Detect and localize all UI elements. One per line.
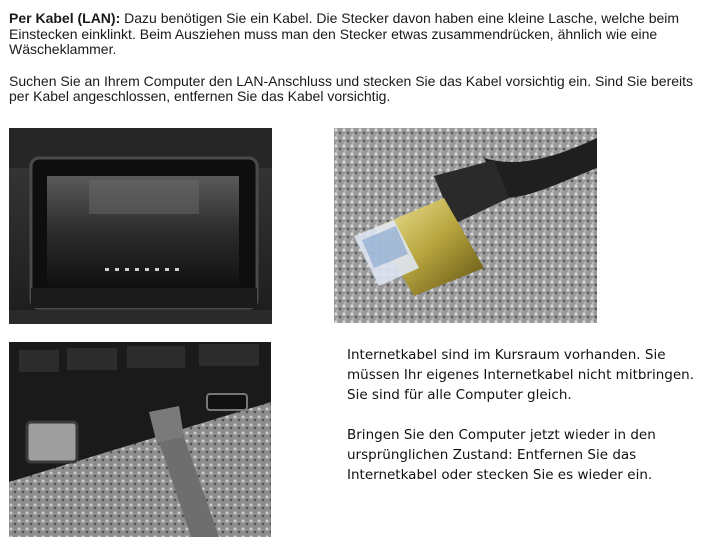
lan-cable-plug-photo: [334, 128, 597, 323]
intro-text: [9, 11, 709, 105]
intro-heading: Per Kabel (LAN):: [9, 10, 121, 26]
laptop-cable-photo: [9, 342, 271, 537]
lan-port-photo: [9, 128, 272, 324]
intro-paragraph-1: [9, 11, 709, 58]
intro-paragraph-2: Suchen Sie an Ihrem Computer den LAN-Anschluss und stecken Sie das Kabel vorsichtig ein. Sind Sie bereits per Kabel angeschlossen, entfernen Sie das Kabel vorsichtig.: [9, 72, 694, 104]
notes-paragraph-2: Bringen Sie den Computer jetzt wieder in den ursprünglichen Zustand: Entfernen Sie das Internetkabel oder stecken Sie es wieder ein.: [347, 427, 656, 483]
notes-text: [347, 345, 707, 485]
notes-paragraph-1: Internetkabel sind im Kursraum vorhanden. Sie müssen Ihr eigenes Internetkabel nicht mitbringen. Sie sind für alle Computer gleich.: [347, 347, 695, 403]
intro-paragraph-1-text: Dazu benötigen Sie ein Kabel. Die Stecker davon haben eine kleine Lasche, welche beim Einstecken einklinkt. Beim Ausziehen muss man den Stecker etwas zusammendrücken, ähnlich wie eine Wäscheklammer.: [9, 10, 680, 57]
